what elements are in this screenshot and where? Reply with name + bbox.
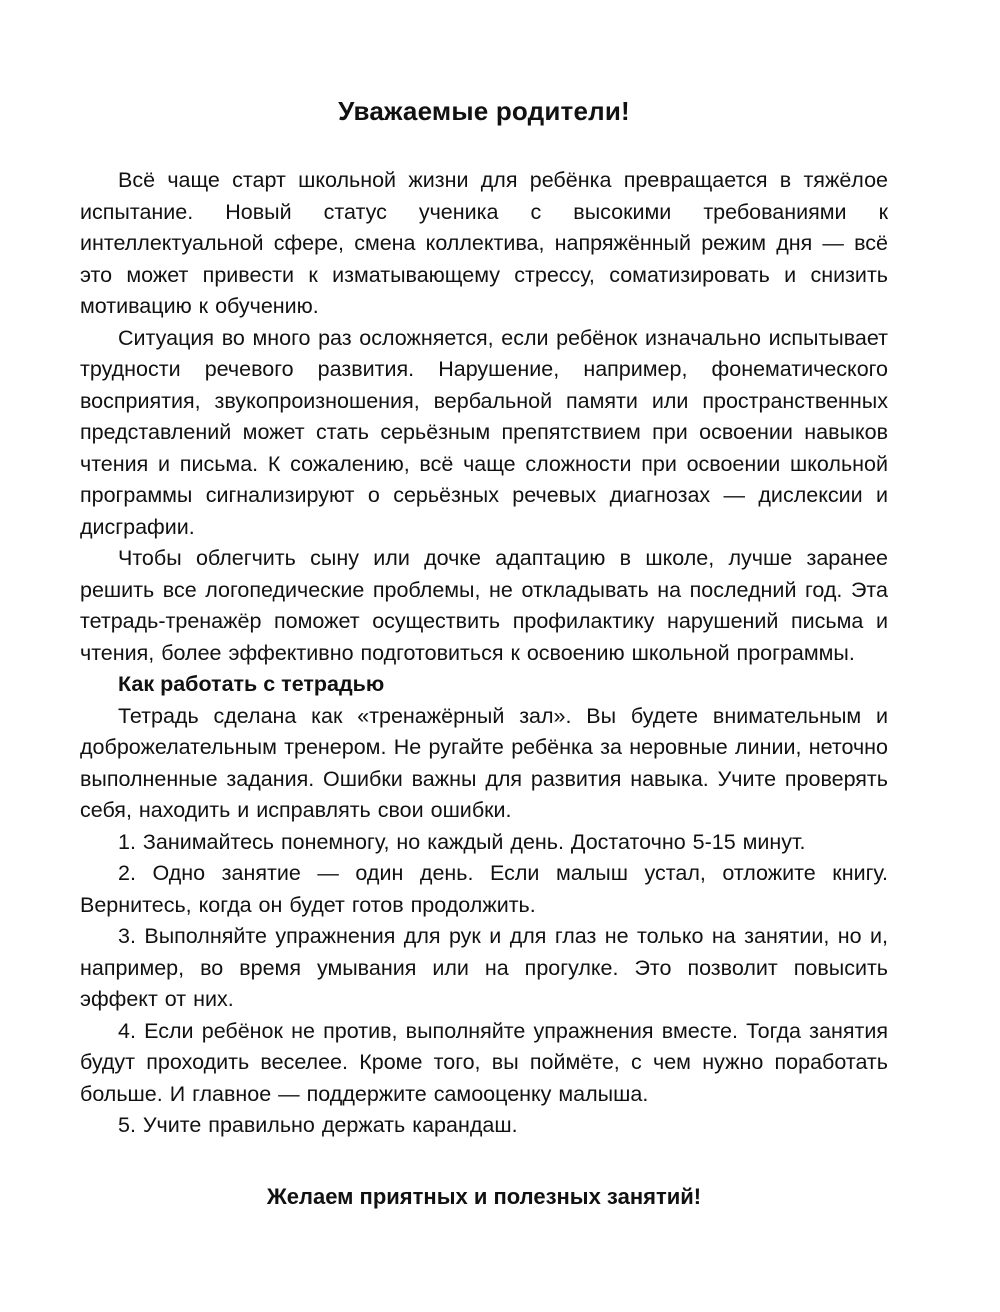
intro-paragraph-2: Ситуация во много раз осложняется, если ребёнок изначально испытывает трудности речевого развития. Нарушение, например, фонематического восприятия, звукопроизношения, вербальной памяти или пространственных представлений может стать серьёзным препятствием при освоении навыков чтения и письма. К сожалению, всё чаще сложности при освоении школьной программы сигнализируют о серьёзных речевых диагнозах — дислексии и дисграфии.: [80, 325, 888, 539]
list-item-2: 2. Одно занятие — один день. Если малыш устал, отложите книгу. Вернитесь, когда он будет готов продолжить.: [80, 861, 888, 917]
intro-paragraph-1: Всё чаще старт школьной жизни для ребёнка превращается в тяжёлое испытание. Новый статус ученика с высокими требованиями к интеллектуальной сфере, смена коллектива, напряжённый режим дня — всё это может привести к изматывающему стрессу, соматизировать и снизить мотивацию к обучению.: [80, 168, 888, 318]
page-title: Уважаемые родители!: [338, 96, 630, 126]
closing-wish: Желаем приятных и полезных занятий!: [266, 1183, 702, 1209]
list-item-4: 4. Если ребёнок не против, выполняйте упражнения вместе. Тогда занятия будут проходить веселее. Кроме того, вы поймёте, с чем нужно поработать больше. И главное — поддержите самооценку малыша.: [80, 1018, 888, 1106]
list-item-5: 5. Учите правильно держать карандаш.: [118, 1113, 518, 1137]
list-item-1: 1. Занимайтесь понемногу, но каждый день. Достаточно 5-15 минут.: [118, 829, 806, 854]
section-subheading: Как работать с тетрадью: [118, 672, 385, 696]
method-paragraph: Тетрадь сделана как «тренажёрный зал». Вы будете внимательным и доброжелательным тренером. Не ругайте ребёнка за неровные линии, неточно выполненные задания. Ошибки важны для развития навыка. Учите проверять себя, находить и исправлять свои ошибки.: [80, 703, 888, 822]
list-item-3: 3. Выполняйте упражнения для рук и для глаз не только на занятии, но и, например, во время умывания или на прогулке. Это позволит повысить эффект от них.: [80, 924, 888, 1011]
intro-paragraph-3: Чтобы облегчить сыну или дочке адаптацию в школе, лучше заранее решить все логопедические проблемы, не откладывать на последний год. Эта тетрадь-тренажёр поможет осуществить профилактику нарушений письма и чтения, более эффективно подготовиться к освоению школьной программы.: [80, 546, 888, 665]
